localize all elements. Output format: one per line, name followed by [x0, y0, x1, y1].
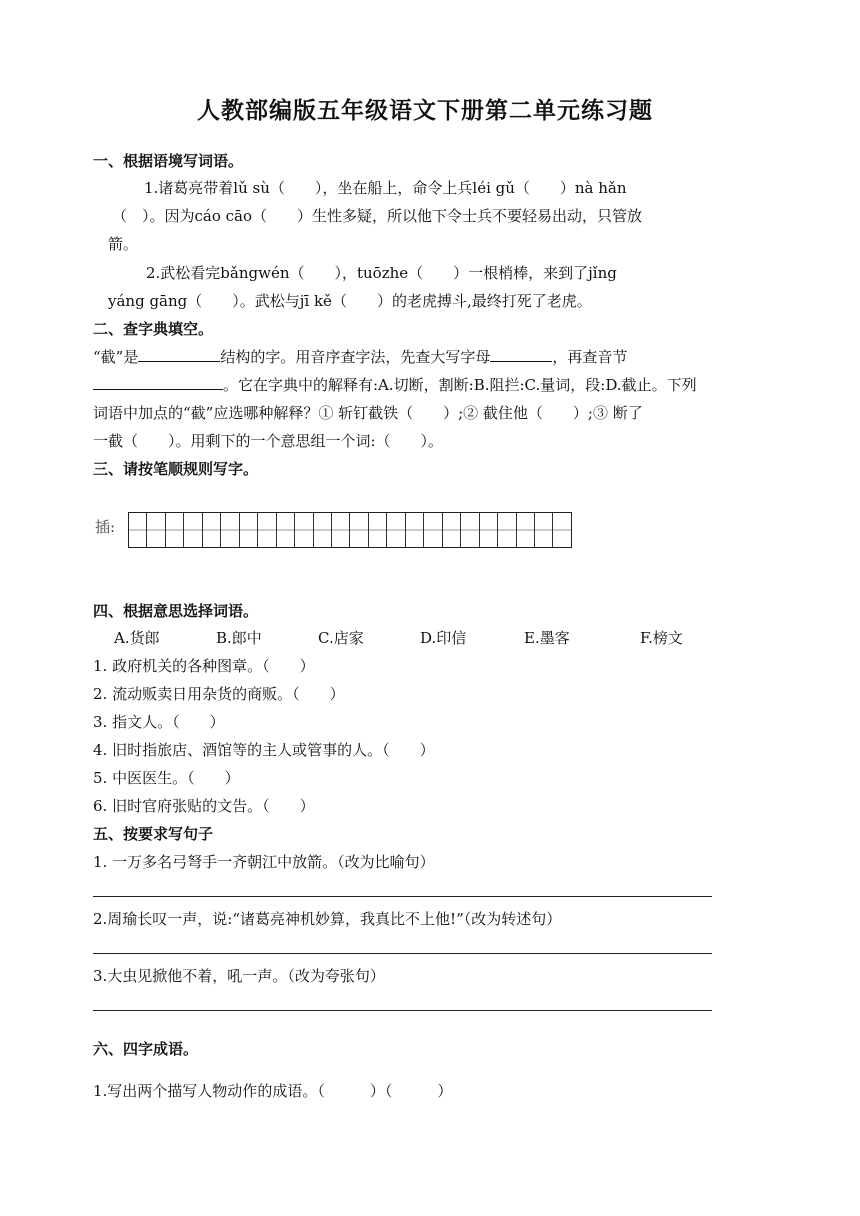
section2-text: 结构的字。用音序查字法，先查大写字母 [220, 348, 491, 366]
answer-blank[interactable] [93, 389, 223, 390]
section1-line: 1.诸葛亮带着lǔ sù（ ），坐在船上，命令上兵léi gǔ（ ）nà hǎn [144, 179, 627, 197]
question-item: 5. 中医医生。（ ） [93, 769, 240, 787]
writing-grid[interactable] [128, 512, 572, 548]
section2-line: 一截（ ）。用剩下的一个意思组一个词:（ ）。 [93, 432, 444, 450]
grid-cell[interactable] [461, 513, 479, 547]
section5-heading: 五、按要求写句子 [93, 825, 214, 843]
answer-line[interactable] [93, 896, 712, 897]
section2-line [93, 346, 627, 367]
section2-text: ，再查音节 [552, 348, 628, 366]
grid-cell[interactable] [387, 513, 405, 547]
grid-cell[interactable] [350, 513, 368, 547]
page-title: 人教部编版五年级语文下册第二单元练习题 [197, 98, 653, 124]
grid-cell[interactable] [406, 513, 424, 547]
question-item: 1. 政府机关的各种图章。（ ） [93, 657, 315, 675]
option: B.郎中 [216, 629, 262, 647]
section1-line: yáng gāng（ ）。武松与jī kě（ ）的老虎搏斗,最终打死了老虎。 [108, 292, 592, 310]
section6-heading: 六、四字成语。 [93, 1040, 199, 1058]
grid-cell[interactable] [147, 513, 165, 547]
option: F.榜文 [640, 629, 683, 647]
grid-cell[interactable] [258, 513, 276, 547]
grid-cell[interactable] [443, 513, 461, 547]
grid-cell[interactable] [480, 513, 498, 547]
section2-text: 。它在字典中的解释有:A.切断，割断:B.阻拦:C.量词，段:D.截止。下列 [223, 376, 697, 394]
option: C.店家 [318, 629, 364, 647]
grid-cell[interactable] [424, 513, 442, 547]
option: D.印信 [420, 629, 467, 647]
grid-cell[interactable] [535, 513, 553, 547]
section1-line: （ ）。因为cáo cāo（ ）生性多疑，所以他下令士兵不要轻易出动，只管放 [112, 207, 643, 225]
grid-cell[interactable] [203, 513, 221, 547]
question-item: 3. 指文人。（ ） [93, 713, 225, 731]
section1-line: 2.武松看完bǎngwén（ ），tuōzhe（ ）一根梢棒，来到了jǐng [146, 264, 617, 282]
answer-line[interactable] [93, 1010, 712, 1011]
grid-cell[interactable] [221, 513, 239, 547]
grid-cell[interactable] [295, 513, 313, 547]
option: A.货郎 [114, 629, 160, 647]
grid-cell[interactable] [332, 513, 350, 547]
section1-heading: 一、根据语境写词语。 [93, 152, 244, 170]
question-item: 1. 一万多名弓弩手一齐朝江中放箭。（改为比喻句） [93, 853, 435, 871]
grid-cell[interactable] [498, 513, 516, 547]
section4-heading: 四、根据意思选择词语。 [93, 602, 259, 620]
option: E.墨客 [524, 629, 570, 647]
grid-cell[interactable] [369, 513, 387, 547]
grid-cell[interactable] [314, 513, 332, 547]
grid-cell[interactable] [184, 513, 202, 547]
section1-line: 箭。 [108, 235, 139, 253]
question-item: 2.周瑜长叹一声，说:“诸葛亮神机妙算，我真比不上他!”（改为转述句） [93, 910, 562, 928]
question-item: 3.大虫见掀他不着，吼一声。（改为夸张句） [93, 967, 385, 985]
section2-line: 词语中加点的“截”应选哪种解释？① 斩钉截铁（ ）;② 截住他（ ）;③ 断了 [93, 404, 643, 422]
grid-cell[interactable] [553, 513, 570, 547]
grid-cell[interactable] [129, 513, 147, 547]
section2-heading: 二、查字典填空。 [93, 320, 214, 338]
answer-blank[interactable] [138, 361, 220, 362]
grid-cell[interactable] [517, 513, 535, 547]
question-item: 4. 旧时指旅店、酒馆等的主人或管事的人。（ ） [93, 741, 435, 759]
question-item: 1.写出两个描写人物动作的成语。（ ）（ ） [93, 1082, 453, 1100]
section3-heading: 三、请按笔顺规则写字。 [93, 460, 259, 478]
question-item: 2. 流动贩卖日用杂货的商贩。（ ） [93, 685, 345, 703]
grid-cell[interactable] [277, 513, 295, 547]
section2-text: “截”是 [93, 348, 139, 366]
answer-blank[interactable] [490, 361, 552, 362]
answer-line[interactable] [93, 953, 712, 954]
section2-line [93, 374, 697, 395]
practice-character-label: 插: [95, 518, 116, 536]
grid-cell[interactable] [240, 513, 258, 547]
question-item: 6. 旧时官府张贴的文告。（ ） [93, 797, 315, 815]
grid-cell[interactable] [166, 513, 184, 547]
